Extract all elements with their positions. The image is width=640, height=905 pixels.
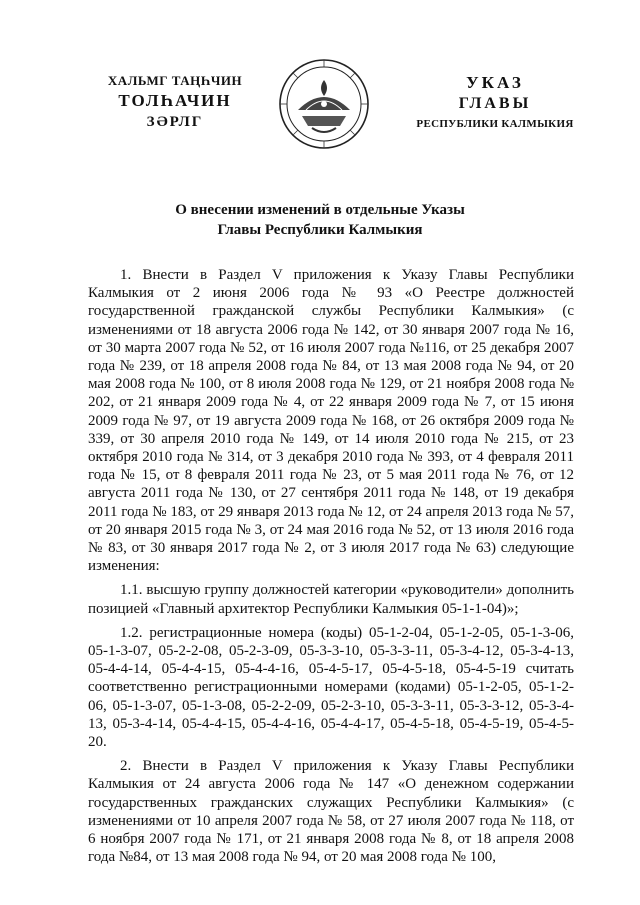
paragraph-2: 2. Внести в Раздел V приложения к Указу Главы Республики Калмыкия от 24 августа 2006 года № 147 «О денежном содержании государственных гражданских служащих Республики Калмыкия» (с изменениями от 10 апреля 2007 года № 58, от 27 июля 2007 года № 118, от 6 ноября 2007 года № 171, от 21 января 2008 года № 8, от 18 апреля 2008 года №84, от 13 мая 2008 года № 94, от 20 мая 2008 года № 100,	[88, 758, 574, 866]
paragraph-1: 1. Внести в Раздел V приложения к Указу Главы Республики Калмыкия от 2 июня 2006 года № 93 «О Реестре должностей государственной гражданской службы Республики Калмыкия» (с изменениями от 18 августа 2006 года № 142, от 30 января 2007 года № 16, от 30 марта 2007 года № 52, от 16 июля 2007 года №116, от 25 декабря 2007 года № 239, от 18 апреля 2008 года № 84, от 13 мая 2008 года № 94, от 20 мая 2008 года № 100, от 8 июля 2008 года № 129, от 21 ноября 2008 года № 202, от 21 января 2009 года № 4, от 22 января 2009 года № 7, от 15 июня 2009 года № 97, от 19 августа 2009 года № 168, от 26 октября 2009 года № 339, от 30 апреля 2010 года № 149, от 14 июля 2010 года № 215, от 23 октября 2010 года № 314, от 3 декабря 2010 года № 393, от 4 февраля 2011 года № 15, от 8 февраля 2011 года № 23, от 5 мая 2011 года № 76, от 12 августа 2011 года № 130, от 27 сентября 2011 года № 148, от 19 декабря 2011 года № 183, от 29 января 2013 года № 12, от 24 апреля 2013 года № 57, от 20 января 2015 года № 3, от 24 мая 2016 года № 52, от 13 июля 2016 года № 83, от 30 января 2017 года № 2, от 3 июля 2017 года № 63) следующие изменения:	[88, 267, 574, 575]
header-kalmyk-line-3: ЗӘРЛГ	[146, 114, 204, 130]
header-russian-line-1: УКАЗ	[466, 73, 524, 92]
header-kalmyk	[75, 73, 275, 131]
document-title-line-1: О внесении изменений в отдельные Указы	[175, 202, 465, 218]
paragraph-1-1: 1.1. высшую группу должностей категории «руководители» дополнить позицией «Главный архитектор Республики Калмыкия 05-1-1-04)»;	[88, 582, 574, 617]
header-russian-line-3: РЕСПУБЛИКИ КАЛМЫКИЯ	[416, 118, 574, 130]
header-russian	[395, 73, 595, 130]
header-kalmyk-line-1: ХАЛЬМГ ТАҢҺЧИН	[107, 73, 243, 88]
coat-of-arms-emblem	[278, 58, 370, 150]
document-body	[88, 266, 574, 873]
header-russian-line-2: ГЛАВЫ	[458, 95, 532, 112]
document-title	[100, 200, 540, 240]
paragraph-1-2: 1.2. регистрационные номера (коды) 05-1-2-04, 05-1-2-05, 05-1-3-06, 05-1-3-07, 05-2-2-08, 05-2-3-09, 05-3-3-10, 05-3-3-11, 05-3-4-12, 05-3-4-13, 05-4-4-14, 05-4-4-15, 05-4-4-16, 05-4-5-17, 05-4-5-18, 05-4-5-19 считать соответственно регистрационными номерами (кодами) 05-1-2-05, 05-1-2-06, 05-1-3-07, 05-1-3-08, 05-2-2-09, 05-2-3-10, 05-3-3-11, 05-3-3-12, 05-3-4-13, 05-3-4-14, 05-4-4-15, 05-4-4-16, 05-4-4-17, 05-4-5-18, 05-4-5-19, 05-4-5-20.	[88, 624, 574, 751]
header-kalmyk-line-2: ТОЛҺАЧИН	[118, 91, 232, 110]
document-title-line-2: Главы Республики Калмыкия	[217, 222, 423, 238]
